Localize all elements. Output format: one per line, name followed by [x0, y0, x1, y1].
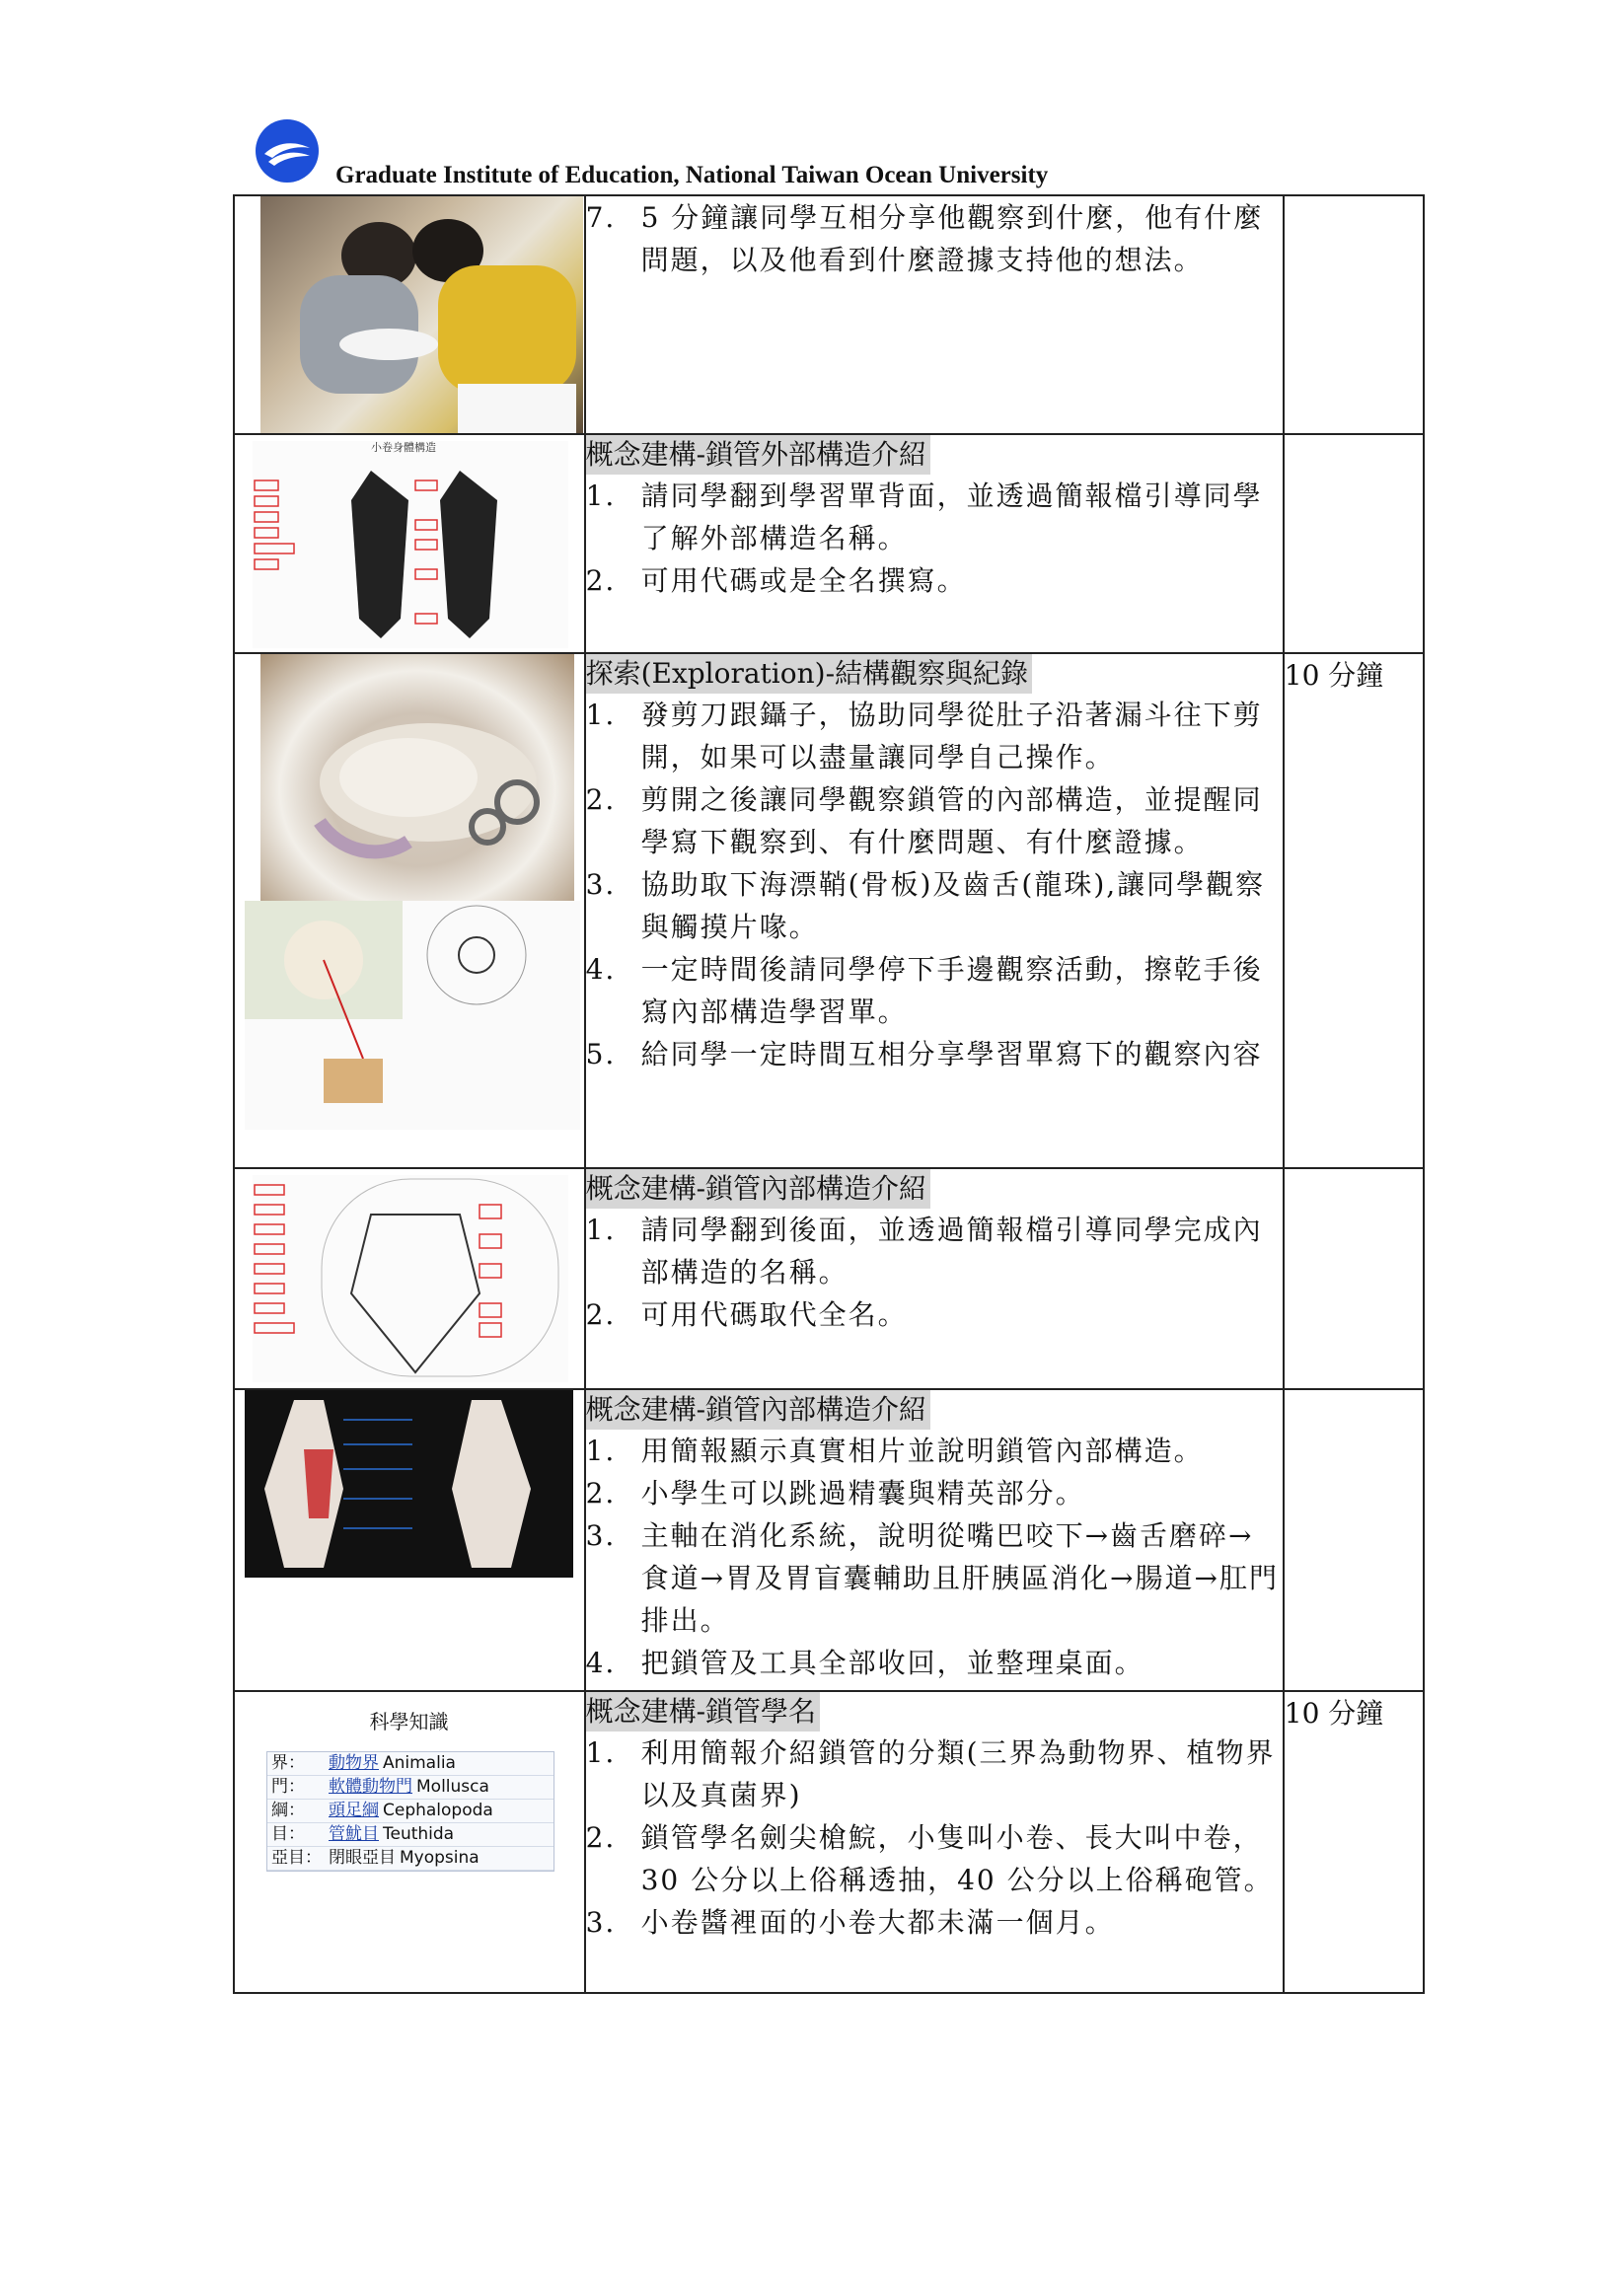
activity-list: [586, 1430, 1283, 1684]
list-item: 4. 一定時間後請同學停下手邊觀察活動，擦乾手後寫內部構造學習單。: [585, 953, 1263, 1028]
image-cell: [234, 195, 585, 434]
list-item: 7. 5 分鐘讓同學互相分享他觀察到什麼，他有什麼問題，以及他看到什麼證據支持他的想法。: [585, 201, 1264, 276]
taxonomy-row: 界： 動物界 Animalia: [267, 1752, 554, 1776]
time-cell: 10 分鐘: [1284, 1691, 1424, 1993]
table-row: [234, 1691, 1424, 1993]
activity-cell: [585, 195, 1284, 434]
time-cell: [1284, 195, 1424, 434]
section-title: 探索(Exploration)-結構觀察與紀錄: [586, 654, 1032, 694]
diagram-caption: 小卷身體構造: [371, 441, 436, 454]
table-row: [234, 1389, 1424, 1691]
list-item: 5. 給同學一定時間互相分享學習單寫下的觀察內容: [585, 1038, 1263, 1070]
activity-list: [586, 196, 1283, 281]
image-cell: [234, 653, 585, 1168]
activity-cell: [585, 1691, 1284, 1993]
squid-on-plate-photo: [260, 654, 574, 901]
taxonomy-row: 亞目： 閉眼亞目 Myopsina: [267, 1847, 554, 1871]
section-title: 概念建構-鎖管內部構造介紹: [586, 1390, 930, 1430]
activity-cell: [585, 434, 1284, 653]
image-cell: [234, 1691, 585, 1993]
time-cell: [1284, 1168, 1424, 1389]
list-item: 3. 小卷醬裡面的小卷大都未滿一個月。: [585, 1906, 1115, 1939]
section-title: 概念建構-鎖管內部構造介紹: [586, 1169, 930, 1209]
taxonomy-table: [266, 1751, 554, 1872]
list-item: 1. 請同學翻到學習單背面，並透過簡報檔引導同學了解外部構造名稱。: [585, 479, 1263, 554]
students-observing-photo: [260, 196, 583, 433]
activity-cell: [585, 1168, 1284, 1389]
activity-list: [586, 475, 1283, 602]
activity-list: [586, 1209, 1283, 1336]
image-cell: [234, 1389, 585, 1691]
list-item: 1. 用簡報顯示真實相片並說明鎖管內部構造。: [585, 1435, 1204, 1467]
institute-name: Graduate Institute of Education, National Taiwan Ocean University: [335, 162, 1049, 188]
activity-list: [586, 1732, 1283, 1944]
science-knowledge-heading: 科學知識: [369, 1710, 449, 1733]
time-cell: [1284, 434, 1424, 653]
beak-and-gladius-photos: [245, 901, 580, 1130]
list-item: 4. 把鎖管及工具全部收回，並整理桌面。: [585, 1647, 1144, 1679]
university-logo-icon: [255, 118, 320, 184]
activity-list: [586, 694, 1283, 1075]
activity-cell: [585, 1389, 1284, 1691]
external-structure-diagram: [253, 441, 568, 648]
list-item: 1. 發剪刀跟鑷子，協助同學從肚子沿著漏斗往下剪開，如果可以盡量讓同學自己操作。: [585, 699, 1263, 774]
taxonomy-row: 門： 軟體動物門 Mollusca: [267, 1776, 554, 1800]
taxonomy-row: 綱： 頭足綱 Cephalopoda: [267, 1800, 554, 1823]
table-row: [234, 195, 1424, 434]
table-row: [234, 1168, 1424, 1389]
list-item: 3. 主軸在消化系統，說明從嘴巴咬下→齒舌磨碎→食道→胃及胃盲囊輔助且肝胰區消化→腸道→肛門排出。: [585, 1519, 1279, 1637]
table-row: [234, 434, 1424, 653]
time-cell: 10 分鐘: [1284, 653, 1424, 1168]
image-cell: [234, 1168, 585, 1389]
section-title: 概念建構-鎖管學名: [586, 1692, 820, 1732]
list-item: 2. 鎖管學名劍尖槍鯇，小隻叫小卷、長大叫中卷，30 公分以上俗稱透抽，40 公分以上俗稱砲管。: [585, 1821, 1274, 1896]
taxonomy-row: 目： 管魷目 Teuthida: [267, 1823, 554, 1847]
section-title: 概念建構-鎖管外部構造介紹: [586, 435, 930, 475]
internal-structure-diagram: [253, 1175, 568, 1382]
list-item: 1. 請同學翻到後面，並透過簡報檔引導同學完成內部構造的名稱。: [585, 1214, 1263, 1289]
dissected-squid-photo: [245, 1390, 573, 1578]
lesson-plan-table: [233, 194, 1425, 1994]
time-cell: [1284, 1389, 1424, 1691]
list-item: 2. 小學生可以跳過精囊與精英部分。: [585, 1477, 1085, 1510]
list-item: 1. 利用簡報介紹鎖管的分類(三界為動物界、植物界以及真菌界): [585, 1736, 1276, 1811]
activity-cell: [585, 653, 1284, 1168]
list-item: 3. 協助取下海漂鞘(骨板)及齒舌(龍珠),讓同學觀察與觸摸片喙。: [585, 868, 1266, 943]
list-item: 2. 剪開之後讓同學觀察鎖管的內部構造，並提醒同學寫下觀察到、有什麼問題、有什麼證據。: [585, 783, 1263, 858]
table-row: [234, 653, 1424, 1168]
list-item: 2. 可用代碼取代全名。: [585, 1298, 908, 1331]
image-cell: [234, 434, 585, 653]
list-item: 2. 可用代碼或是全名撰寫。: [585, 564, 967, 597]
